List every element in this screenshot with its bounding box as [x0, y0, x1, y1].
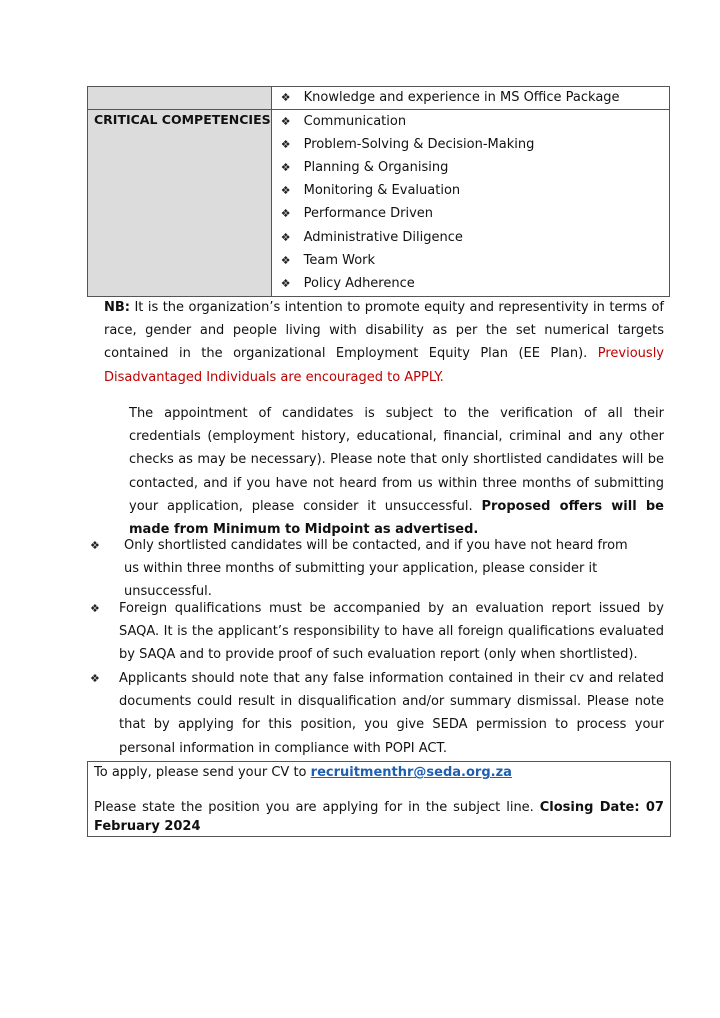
note-text: Applicants should note that any false information contained in their cv and related documents could result in disqualification and/or summary dismissal. Please note that by applying for this position, you give SEDA permission to process your personal information in compliance with POPI ACT. — [119, 671, 664, 756]
competency-item — [278, 156, 669, 179]
note-text: Only shortlisted candidates will be contacted, and if you have not heard from us within three months of submitting your application, please consider it unsuccessful. — [124, 538, 628, 600]
competencies-label-cell — [88, 110, 272, 297]
table-row — [88, 87, 670, 110]
note-foreign-qualifications — [119, 597, 664, 667]
competencies-list-cell — [271, 110, 669, 297]
diamond-bullet-icon: ❖ — [280, 184, 291, 198]
closing-date: Closing Date: 07 February 2024 — [94, 800, 664, 834]
diamond-bullet-icon: ❖ — [90, 672, 100, 685]
empty-label-cell — [88, 87, 272, 110]
requirement-cell — [271, 87, 669, 110]
appointment-bold: Proposed offers will be made from Minimum to Midpoint as advertised. — [129, 498, 664, 538]
diamond-bullet-icon: ❖ — [280, 230, 291, 244]
diamond-bullet-icon: ❖ — [280, 253, 291, 267]
diamond-bullet-icon: ❖ — [90, 602, 100, 615]
competency-item — [278, 180, 669, 203]
diamond-bullet-icon: ❖ — [90, 539, 100, 552]
diamond-bullet-icon: ❖ — [280, 137, 291, 151]
competency-text: Administrative Diligence — [303, 229, 463, 245]
competency-text: Problem-Solving & Decision-Making — [303, 136, 535, 152]
appointment-paragraph — [129, 402, 664, 541]
competency-text: Planning & Organising — [303, 159, 449, 175]
competency-item — [278, 133, 669, 156]
competency-item — [278, 110, 669, 133]
diamond-bullet-icon: ❖ — [280, 207, 291, 221]
note-shortlisted — [124, 534, 644, 604]
competency-text: Performance Driven — [303, 206, 434, 222]
subject-line-paragraph — [94, 798, 664, 836]
competency-text: Policy Adherence — [303, 275, 415, 291]
apply-line — [94, 762, 512, 784]
email-link[interactable]: recruitmenthr@seda.org.za — [310, 765, 512, 780]
nb-label: NB: — [104, 300, 130, 315]
nb-text: It is the organization’s intention to promote equity and representivity in terms of race, gender and people living with disability as per the set numerical targets contained in the organizational Employment Equity Plan (EE Plan). — [104, 300, 664, 362]
nb-highlight: Previously Disadvantaged Individuals are encouraged to APPLY. — [104, 346, 664, 385]
competency-item — [278, 203, 669, 226]
apply-box — [87, 761, 671, 837]
subject-line-text: Please state the position you are applying for in the subject line. — [94, 800, 534, 815]
diamond-bullet-icon: ❖ — [280, 276, 291, 290]
diamond-bullet-icon: ❖ — [280, 160, 291, 174]
competency-text: Communication — [303, 113, 407, 129]
competency-item — [278, 226, 669, 249]
competency-text: Team Work — [303, 252, 376, 268]
requirement-text: Knowledge and experience in MS Office Package — [303, 90, 620, 105]
competencies-list — [272, 110, 669, 296]
competency-text: Monitoring & Evaluation — [303, 183, 461, 199]
appointment-text: The appointment of candidates is subject to the verification of all their credentials (employment history, educational, financial, criminal and any other checks as may be necessary). Please note that only shortlisted candidates will be contacted, and if you have not heard from us within three months of submitting your application, please consider it unsuccessful. — [129, 406, 664, 514]
list-item — [278, 87, 669, 109]
competencies-label: CRITICAL COMPETENCIES — [94, 112, 271, 127]
note-false-information — [119, 667, 664, 760]
diamond-bullet-icon: ❖ — [280, 114, 291, 128]
table-row — [88, 110, 670, 297]
competency-item — [278, 272, 669, 295]
nb-paragraph — [104, 296, 664, 389]
competencies-table — [87, 86, 670, 297]
diamond-bullet-icon: ❖ — [280, 91, 291, 104]
apply-prefix: To apply, please send your CV to — [94, 765, 307, 780]
competency-item — [278, 249, 669, 272]
note-text: Foreign qualifications must be accompanied by an evaluation report issued by SAQA. It is the applicant’s responsibility to have all foreign qualifications evaluated by SAQA and to provide proof of such evaluation report (only when shortlisted). — [119, 601, 664, 663]
